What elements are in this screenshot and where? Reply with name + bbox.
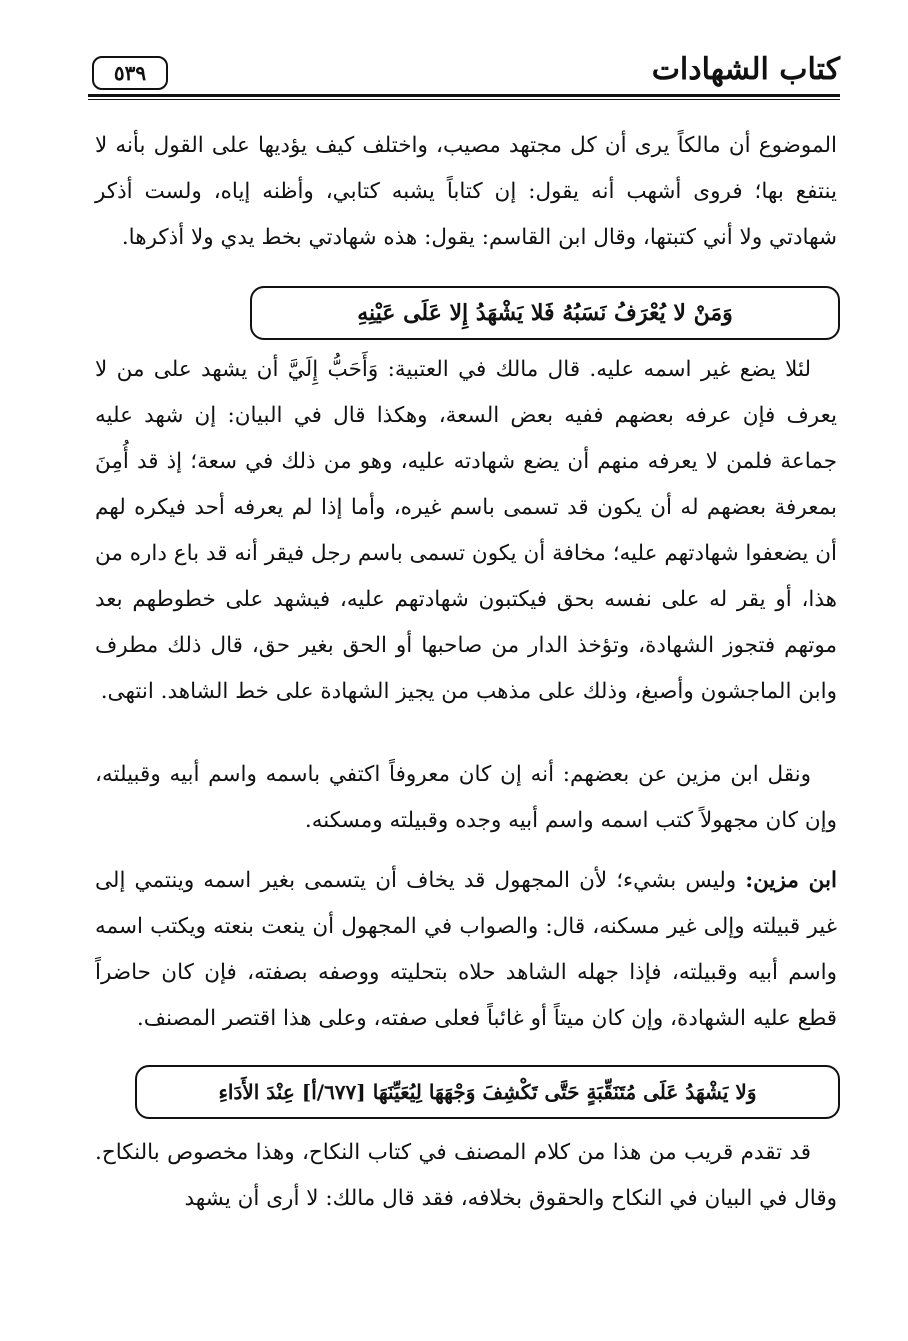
section-heading-2: وَلا يَشْهَدُ عَلَى مُتَنَقِّبَةٍ حَتَّى تَكْشِفَ وَجْهَهَا لِيُعَيِّنَهَا [٦٧٧/أ] عِنْدَ الأَدَاءِ [135,1065,840,1119]
paragraph-2: لئلا يضع غير اسمه عليه. قال مالك في العتبية: وَأَحَبُّ إِلَيَّ أن يشهد على من لا يعرف فإن عرفه بعضهم ففيه بعض السعة، وهكذا قال في البيان: إن شهد عليه جماعة فلمن لا يعرفه منهم أن يضع شهادته عليه، وهو من ذلك في سعة؛ إذ قد أُمِنَ بمعرفة بعضهم له أن يكون قد تسمى باسم غيره، وأما إذا لم يعرفه أحد فيكره لهم أن يضعفوا شهادتهم عليه؛ مخافة أن يكون تسمى باسم رجل فيقر أنه قد باع داره من هذا، أو يقر له على نفسه بحق فيكتبون شهادتهم عليه، فيشهد على خطوطهم بعد موتهم فتجوز الشهادة، وتؤخذ الدار من صاحبها أو الحق بغير حق، قال ذلك مطرف وابن الماجشون وأصبغ، وذلك على مذهب من يجيز الشهادة على خط الشاهد. انتهى. [95,357,837,704]
paragraph-4-text: وليس بشيء؛ لأن المجهول قد يخاف أن يتسمى بغير اسمه وينتمي إلى غير قبيلته وإلى غير مسكنه، قال: والصواب في المجهول أن ينعت بنعته ويكتب اسمه واسم أبيه وقبيلته، فإذا جهله الشاهد حلاه بتحليته ووصفه بصفته، فإن كان حاضراً قطع عليه الشهادة، وإن كان ميتاً أو غائباً فعلى صفته، وعلى هذا اقتصر المصنف. [95,868,837,1031]
book-title: كتاب الشهادات [651,52,840,87]
paragraph-4 [95,858,837,1042]
page-header [88,48,840,100]
paragraph-5: قد تقدم قريب من هذا من كلام المصنف في كتاب النكاح، وهذا مخصوص بالنكاح. وقال في البيان في النكاح والحقوق بخلافه، فقد قال مالك: لا أرى أن يشهد [95,1140,837,1211]
header-rule [88,94,840,97]
section-heading-1: وَمَنْ لا يُعْرَفُ نَسَبُهُ فَلا يَشْهَدُ إِلا عَلَى عَيْنِهِ [250,286,840,340]
quote-author: ابن مزين: [745,868,837,893]
paragraph-3: ونقل ابن مزين عن بعضهم: أنه إن كان معروفاً اكتفي باسمه واسم أبيه وقبيلته، وإن كان مجهولاً كتب اسمه واسم أبيه وجده وقبيلته ومسكنه. [95,762,837,833]
page-number: ٥٣٩ [92,56,168,90]
paragraph-1: الموضوع أن مالكاً يرى أن كل مجتهد مصيب، واختلف كيف يؤديها على القول بأنه لا ينتفع بها؛ فروى أشهب أنه يقول: إن كتاباً يشبه كتابي، وأظنه إياه، ولست أذكر شهادتي ولا أني كتبتها، وقال ابن القاسم: يقول: هذه شهادتي بخط يدي ولا أذكرها. [95,133,837,250]
header-rule-thin [88,99,840,100]
